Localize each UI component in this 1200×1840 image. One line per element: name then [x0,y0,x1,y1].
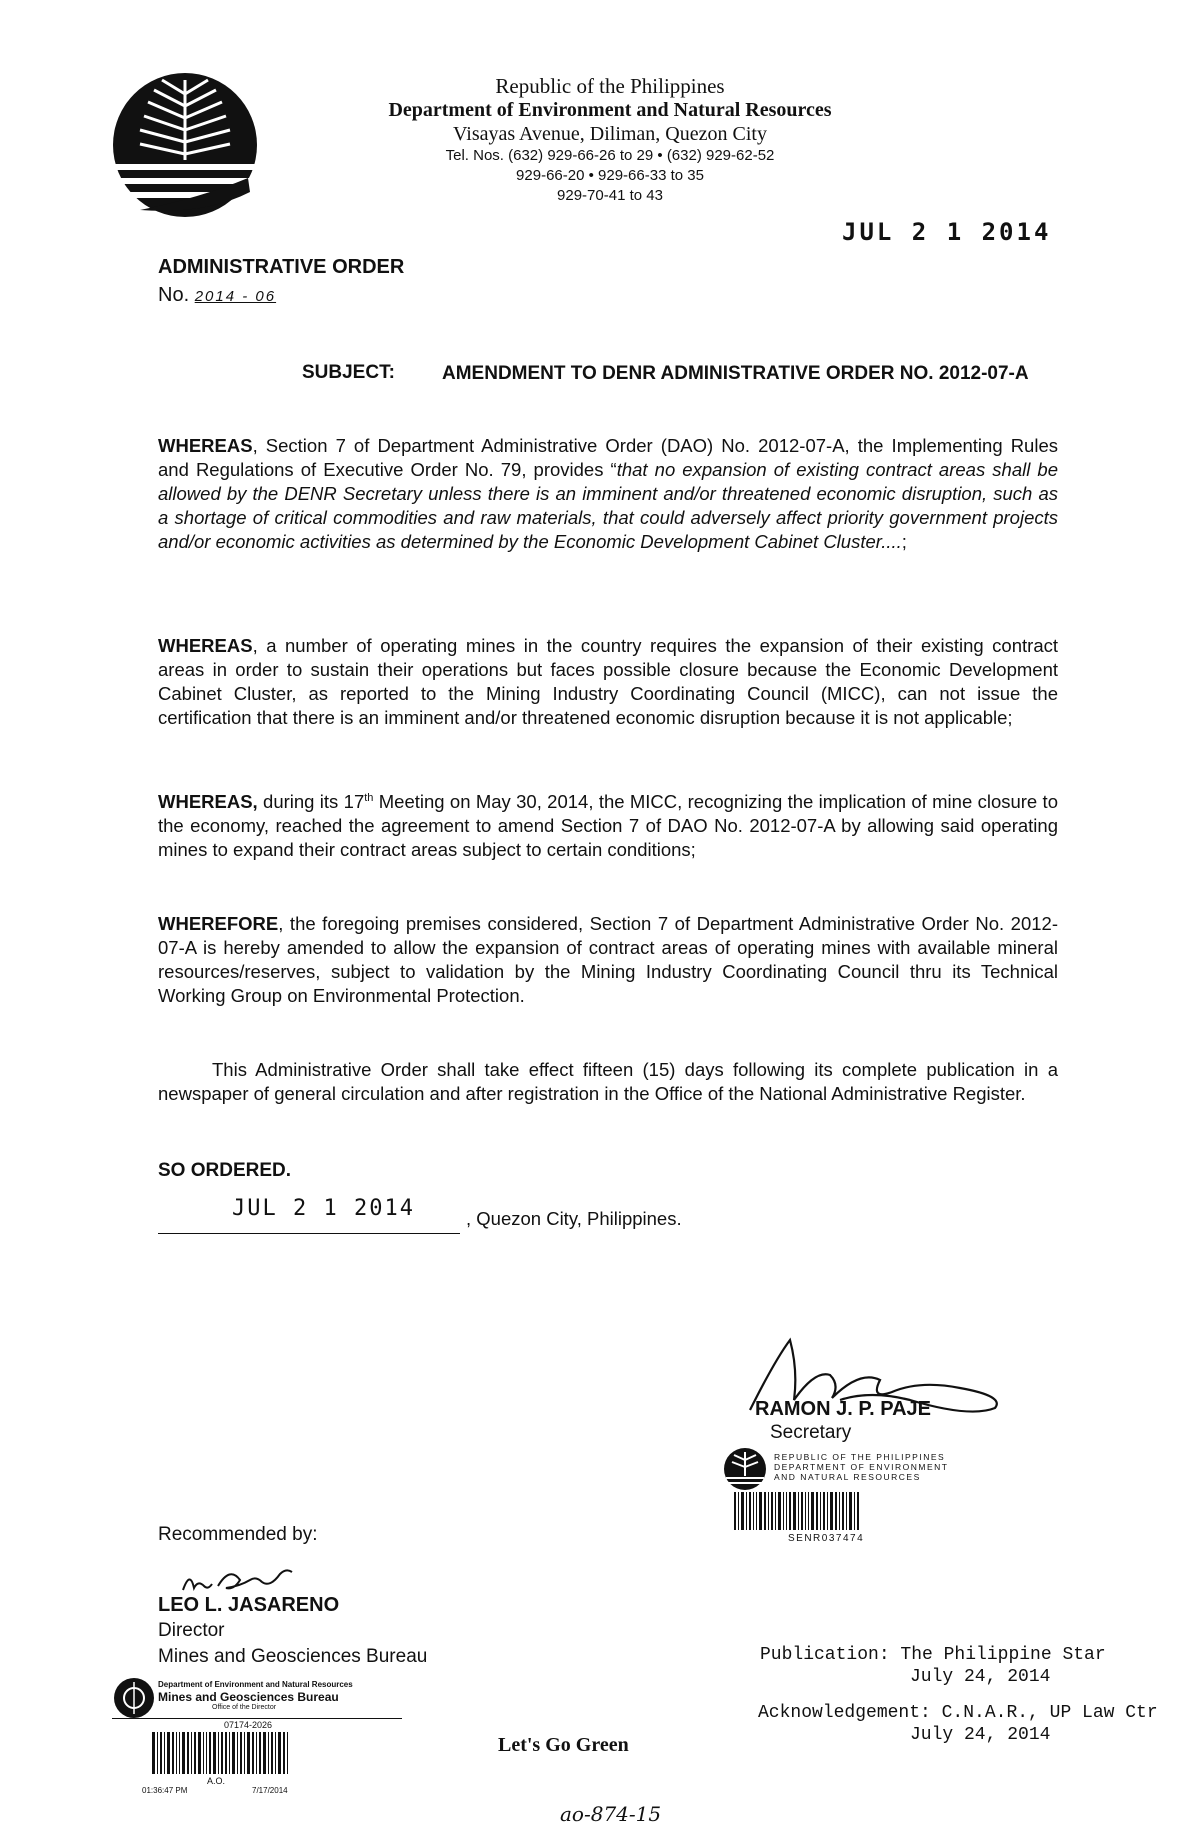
mgb-stamp-line3: Office of the Director [212,1704,277,1711]
paragraph-superscript: th [364,792,374,804]
subject-text: AMENDMENT TO DENR ADMINISTRATIVE ORDER NO. 2012-07-A [442,363,1029,384]
publication-line: Publication: The Philippine Star [760,1645,1106,1665]
paragraph-lead: WHEREAS [158,435,253,456]
paragraph-lead: WHEREAS [158,635,253,656]
acknowledgement-line: Acknowledgement: C.N.A.R., UP Law Ctr [758,1703,1158,1723]
letterhead [330,74,890,206]
mgb-stamp-line1: Department of Environment and Natural Resources [158,1680,353,1689]
wherefore-paragraph [158,912,1058,1008]
subject-label: SUBJECT: [302,362,395,383]
letterhead-republic: Republic of the Philippines [495,74,725,98]
letterhead-tel-line3: 929-70-41 to 43 [557,187,663,204]
whereas-paragraph-1 [158,434,1058,554]
letterhead-address: Visayas Avenue, Diliman, Quezon City [453,123,767,145]
stamp-line1: REPUBLIC OF THE PHILIPPINES [774,1452,946,1462]
whereas-paragraph-3 [158,786,1058,862]
so-ordered: SO ORDERED. [158,1160,292,1181]
paragraph-text: , a number of operating mines in the country requires the expansion of their existing contract areas in order to sustain their operations but faces possible closure because the Economic Development Cabinet Cluster, as reported to the Mining Industry Coordinating Council (MICC), can not issue the certification that there is an imminent and/or threatened economic disruption because it is not applicable; [158,635,1058,728]
paragraph-text: , Section 7 of Department Administrative Order (DAO) No. 2012-07-A, the Implementing Rules and Regulations of Executive Order No. 79, provides “ [158,435,1058,480]
mgb-barcode [152,1732,290,1774]
mgb-stamp-rule [112,1718,402,1719]
order-title: ADMINISTRATIVE ORDER [158,256,405,278]
whereas-paragraph-2 [158,634,1058,730]
director-title: Director [158,1620,225,1641]
order-number-value: 2014 - 06 [194,288,277,305]
paragraph-text: during its 17 [257,791,365,813]
acknowledgement-date: July 24, 2014 [910,1725,1051,1745]
paragraph-lead: WHEREFORE [158,913,279,934]
director-office: Mines and Geosciences Bureau [158,1646,428,1667]
paragraph-text-continued: Meeting on May 30, 2014, the MICC, recognizing the implication of mine closure to the economy, reached the agreement to amend Section 7 of DAO No. 2012-07-A by allowing said operating mines to expand their contract areas subject to certain conditions; [158,791,1058,861]
mgb-stamp-code: 07174-2026 [224,1720,273,1730]
publication-note [760,1644,1158,1746]
secretary-name: RAMON J. P. PAJE [755,1398,931,1420]
receiving-stamp [722,1446,962,1546]
mgb-receiving-stamp [112,1672,402,1840]
mgb-stamp-ref: A.O. [207,1776,226,1786]
paragraph-lead: WHEREAS, [158,791,258,813]
denr-logo [110,70,260,220]
publication-date: July 24, 2014 [910,1667,1051,1687]
mgb-stamp-time: 01:36:47 PM [142,1786,188,1795]
date-stamp: JUL 2 1 2014 [842,218,1052,246]
paragraph-text: , the foregoing premises considered, Section 7 of Department Administrative Order No. 2012-07-A is hereby amended to allow the expansion of contract areas of operating mines with available mineral resources/reserves, subject to validation by the Mining Industry Coordinating Council thru its Technical Working Group on Environmental Protection. [158,913,1058,1006]
receiving-barcode [734,1492,861,1530]
issuance-date: JUL 2 1 2014 [232,1196,415,1221]
stamp-line3: AND NATURAL RESOURCES [774,1472,921,1482]
order-number [158,284,276,307]
mgb-stamp-line2: Mines and Geosciences Bureau [158,1690,339,1704]
letterhead-tel-line1: Tel. Nos. (632) 929-66-26 to 29 • (632) 929-62-52 [445,147,775,164]
recommended-by-label: Recommended by: [158,1524,318,1545]
effectivity-paragraph: This Administrative Order shall take effect fifteen (15) days following its complete publication in a newspaper of general circulation and after registration in the Office of the National Administrative Register. [158,1059,1058,1104]
secretary-title: Secretary [770,1422,852,1443]
letterhead-department: Department of Environment and Natural Resources [388,99,832,121]
go-green-slogan: Let's Go Green [498,1734,629,1756]
paragraph-end: ; [901,531,907,552]
stamp-code: SENR037474 [788,1533,865,1544]
mgb-stamp-date: 7/17/2014 [252,1786,288,1795]
letterhead-tel-line2: 929-66-20 • 929-66-33 to 35 [516,167,704,184]
mgb-seal-icon [112,1676,156,1720]
order-number-label: No. [158,284,190,306]
director-name: LEO L. JASARENO [158,1594,340,1616]
paragraph-quote: that no expansion of existing contract areas shall be allowed by the DENR Secretary unless there is an imminent and/or threatened economic disruption, such as a shortage of critical commodities and raw materials, that could adversely affect priority government projects and/or economic activities as determined by the Economic Development Cabinet Cluster.... [158,459,1058,552]
issuance-place: , Quezon City, Philippines. [466,1208,682,1229]
stamp-line2: DEPARTMENT OF ENVIRONMENT [774,1462,949,1472]
denr-seal-icon [722,1446,768,1492]
handwritten-reference: ao-874-15 [560,1802,662,1826]
